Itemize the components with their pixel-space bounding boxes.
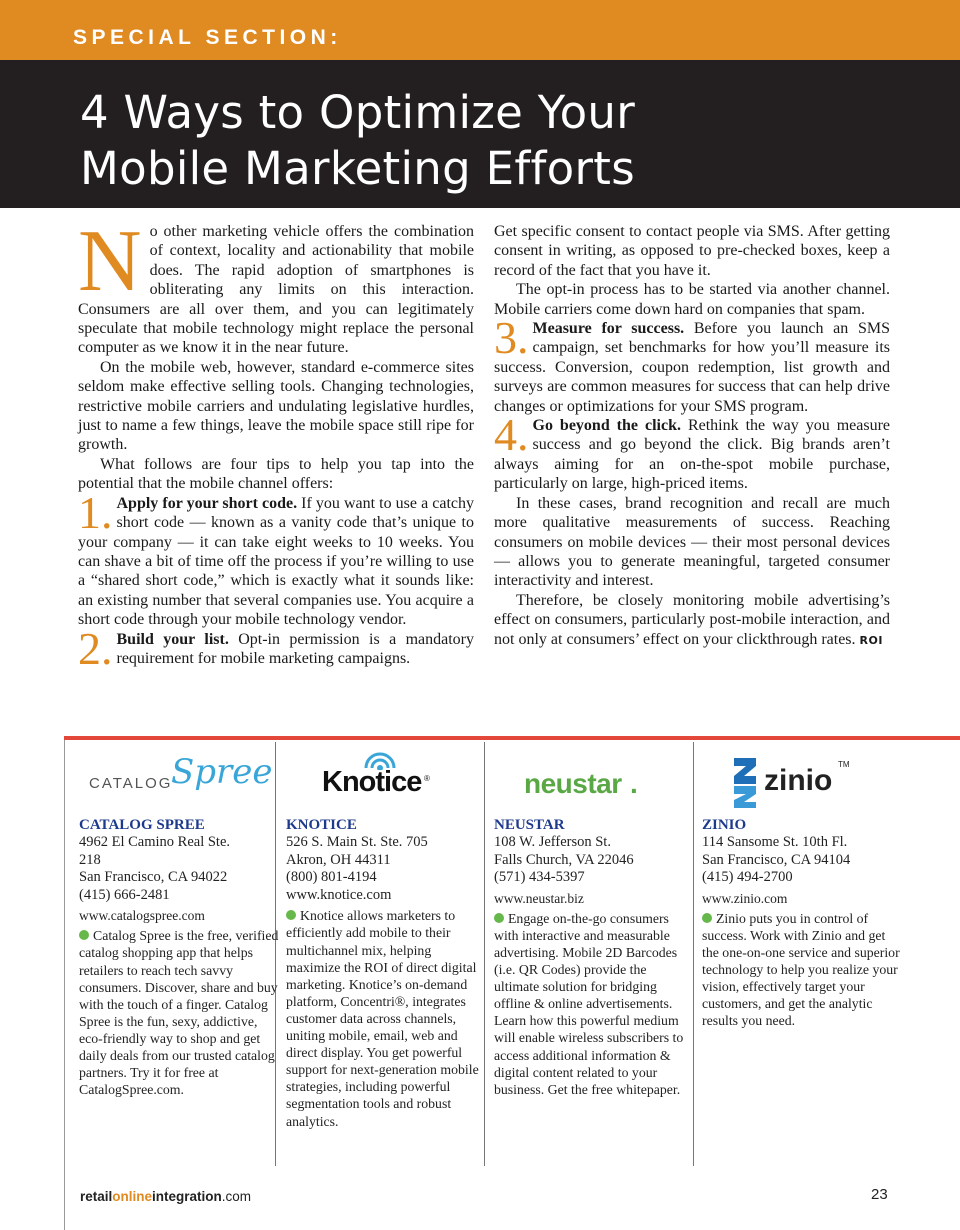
tip-heading: Build your list. [116,630,229,648]
section-label: SPECIAL SECTION: [73,26,342,49]
vendor-address: 526 S. Main St. Ste. 705 Akron, OH 44311 (800) 801-4194 www.knotice.com [286,834,486,904]
tip-number: 2. [78,622,113,674]
intro-paragraph: No other marketing vehicle offers the combination of context, locality and actionability that mobile does. The rapid adoption of smartphones is obliterating any limits on this interaction. Consumers are all over them, and you can legitimately speculate that mobile technology might replace the personal computer as we know it in the near future. [78,213,474,357]
article-column-left [78,213,475,674]
vendor-zinio [702,744,902,1029]
tip-number: 4. [494,409,529,461]
vendor-name: CATALOG SPREE [79,817,205,833]
vendor-description: Knotice allows marketers to efficiently add mobile to their multichannel mix, helping maximize the ROI of direct digital marketing. Knotice’s on-demand platform, Concentri®, integrates customer data across channels, uniting mobile, email, web and direct display. You get powerful support for next-generation mobile strategies, including powerful segmentation tools and robust analytics. [286,908,479,1129]
article-column-right [494,222,890,650]
tip-4: 4. Go beyond the click. Rethink the way you measure success and go beyond the click. Big brands aren’t always aiming for an on-the-spot mobile purchase, particularly on large, high-priced items. [494,409,891,493]
body-paragraph: What follows are four tips to help you tap into the potential that the mobile channel offers: [78,455,474,493]
vendor-neustar [494,744,694,1098]
body-paragraph: Get specific consent to contact people via SMS. After getting consent in writing, as opposed to pre-checked boxes, keep a record of the fact that you have it. [494,223,890,279]
vendor-name: KNOTICE [286,817,357,833]
zinio-logo: zinio TM [702,744,902,814]
page-title-line-2: Mobile Marketing Efforts [80,142,635,195]
vendor-website[interactable]: www.knotice.com [286,886,392,903]
tip-3: 3. Measure for success. Before you launch an SMS campaign, set benchmarks for how you’ll measure its success. Conversion, coupon redemption, list growth and surveys are common measures for success that can help drive changes or optimizations for your SMS program. [494,312,890,415]
left-margin-rule [64,736,65,1230]
body-paragraph: On the mobile web, however, standard e-commerce sites seldom make effective selling tools. Changing technologies, restrictive mobile carriers and undulating legislative hurdles, just to name a few things, leave the mobile space still ripe for growth. [78,358,474,454]
bullet-icon [494,913,504,923]
body-paragraph: Therefore, be closely monitoring mobile advertising’s effect on consumers, particularly post-mobile interaction, and not only at consumers’ effect on your clickthrough rates. ROI [494,591,890,648]
tip-heading: Measure for success. [532,320,685,338]
vendor-name: NEUSTAR [494,817,565,833]
vendor-name: ZINIO [702,817,747,833]
bullet-icon [286,910,296,920]
tip-heading: Apply for your short code. [116,494,298,512]
tip-number: 3. [494,312,529,364]
body-paragraph: The opt-in process has to be started via another channel. Mobile carriers come down hard on companies that spam. [494,281,890,318]
vendor-website[interactable]: www.neustar.biz [494,890,584,906]
page-title-line-1: 4 Ways to Optimize Your [80,86,636,139]
vendor-website[interactable]: www.zinio.com [702,890,788,906]
vendor-description: Catalog Spree is the free, verified catalog shopping app that helps retailers to reach tech savvy consumers. Discover, share and buy with the touch of a finger. Catalog Spree is the fun, sexy, addictive, eco-friendly way to shop and get daily deals from our trusted catalog partners. Try it for free at CatalogSpree.com. [79,928,279,1098]
tip-2: 2. Build your list. Opt-in permission is a mandatory requirement for mobile marketing campaigns. [78,622,475,674]
vendor-section-rule [64,736,960,740]
vendor-address: 4962 El Camino Real Ste. 218 San Francisco, CA 94022 (415) 666-2481 [79,834,231,903]
zinio-mark-icon [730,756,760,808]
vendor-catalog-spree [79,744,279,1098]
knotice-logo: Knotice ® [286,744,486,814]
publication-brand: retailonlineintegration.com [80,1189,252,1204]
tip-heading: Go beyond the click. [532,417,681,435]
vendor-website[interactable]: www.catalogspree.com [79,908,205,924]
body-paragraph: In these cases, brand recognition and recall are much more qualitative measurements of success. Reaching consumers on mobile devices — their most personal devices — allows you to generate meaningful, targeted consumer interactivity and interest. [494,494,890,590]
end-mark: ROI [859,633,883,647]
page-number: 23 [871,1186,888,1203]
tip-1: 1. Apply for your short code. If you want to use a catchy short code — known as a vanity code that’s unique to your company — it can take eight weeks to 10 weeks. You can shave a bit of time off the process if you’re willing to use a “shared short code,” which is exactly what it sounds like: an existing number that several companies use. You acquire a short code through your mobile technology vendor. [78,486,474,629]
vendor-knotice [286,744,486,1130]
vendor-description: Engage on-the-go consumers with interactive and measurable advertising. Mobile 2D Barcodes (i.e. QR Codes) provide the ultimate solution for bridging offline & online advertisements. Learn how this powerful medium will enable wireless subscribers to access additional information & digital content related to your business. Get the free whitepaper. [494,910,684,1097]
bullet-icon [79,930,89,940]
bullet-icon [702,913,712,923]
vendor-address: 114 Sansome St. 10th Fl. San Francisco, CA 94104 (415) 494-2700 [702,834,851,886]
tip-number: 1. [78,486,113,538]
catalog-spree-logo: CATALOG Spree [89,752,273,792]
neustar-logo: neustar . [524,768,638,799]
vendor-description: Zinio puts you in control of success. Work with Zinio and get the one-on-one service and superior technology to help you realize your vision, effectively target your customers, and get the analytic results you need. [702,910,900,1029]
vendor-address: 108 W. Jefferson St. Falls Church, VA 22046 (571) 434-5397 [494,834,634,886]
drop-cap: N [78,213,142,310]
